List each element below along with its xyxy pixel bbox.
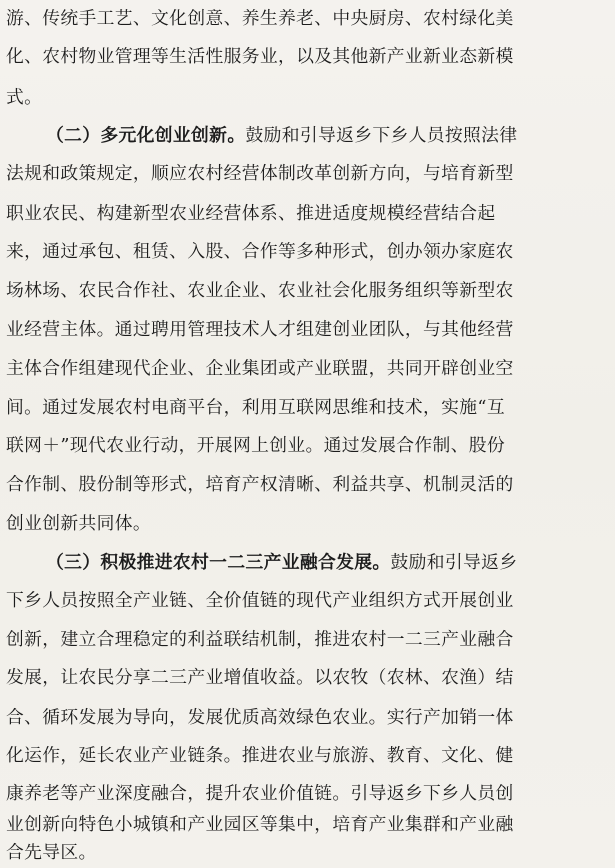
text-line: 法规和政策规定，顺应农村经营体制改革创新方向，与培育新型 [6, 163, 514, 184]
text-line: 合作制、股份制等形式，培育产权清晰、利益共享、机制灵活的 [6, 474, 514, 495]
text-line: 联网＋”现代农业行动，开展网上创业。通过发展合作制、股份 [6, 435, 505, 456]
paragraph-3-first-line [46, 548, 517, 578]
text-span: 鼓励和引导返乡下乡人员按照法律 [245, 125, 518, 146]
text-line: 业经营主体。通过聘用管理技术人才组建创业团队，与其他经营 [6, 319, 514, 340]
text-line: 职业农民、构建新型农业经营体系、推进适度规模经营结合起 [6, 203, 496, 224]
text-line: 主体合作组建现代企业、企业集团或产业联盟，共同开辟创业空 [6, 358, 514, 379]
paragraph-2-first-line [46, 121, 517, 151]
text-line: 康养老等产业深度融合，提升农业价值链。引导返乡下乡人员创 [6, 783, 514, 804]
text-line: 间。通过发展农村电商平台，利用互联网思维和技术，实施“互 [6, 397, 505, 418]
text-line: 下乡人员按照全产业链、全价值链的现代产业组织方式开展创业 [6, 590, 514, 611]
section-heading-3: （三）积极推进农村一二三产业融合发展。 [46, 552, 391, 573]
text-line: 化运作，延长农业产业链条。推进农业与旅游、教育、文化、健 [6, 745, 514, 766]
text-line: 创业创新共同体。 [6, 513, 152, 534]
text-line: 场林场、农民合作社、农业企业、农业社会化服务组织等新型农 [6, 280, 514, 301]
text-line: 合、循环发展为导向，发展优质高效绿色农业。实行产加销一体 [6, 707, 514, 728]
text-line: 业创新向特色小城镇和产业园区等集中，培育产业集群和产业融 [6, 814, 514, 835]
text-line: 合先导区。 [6, 842, 97, 863]
text-line: 来，通过承包、租赁、入股、合作等多种形式，创办领办家庭农 [6, 241, 514, 262]
text-line: 式。 [6, 87, 43, 108]
text-line: 化、农村物业管理等生活性服务业，以及其他新产业新业态新模 [6, 46, 514, 67]
text-line: 创新，建立合理稳定的利益联结机制，推进农村一二三产业融合 [6, 629, 514, 650]
text-line: 发展，让农民分享二三产业增值收益。以农牧（农林、农渔）结 [6, 667, 514, 688]
text-span: 鼓励和引导返乡 [390, 552, 518, 573]
section-heading-2: （二）多元化创业创新。 [46, 125, 246, 146]
text-line: 游、传统手工艺、文化创意、养生养老、中央厨房、农村绿化美 [6, 8, 514, 29]
